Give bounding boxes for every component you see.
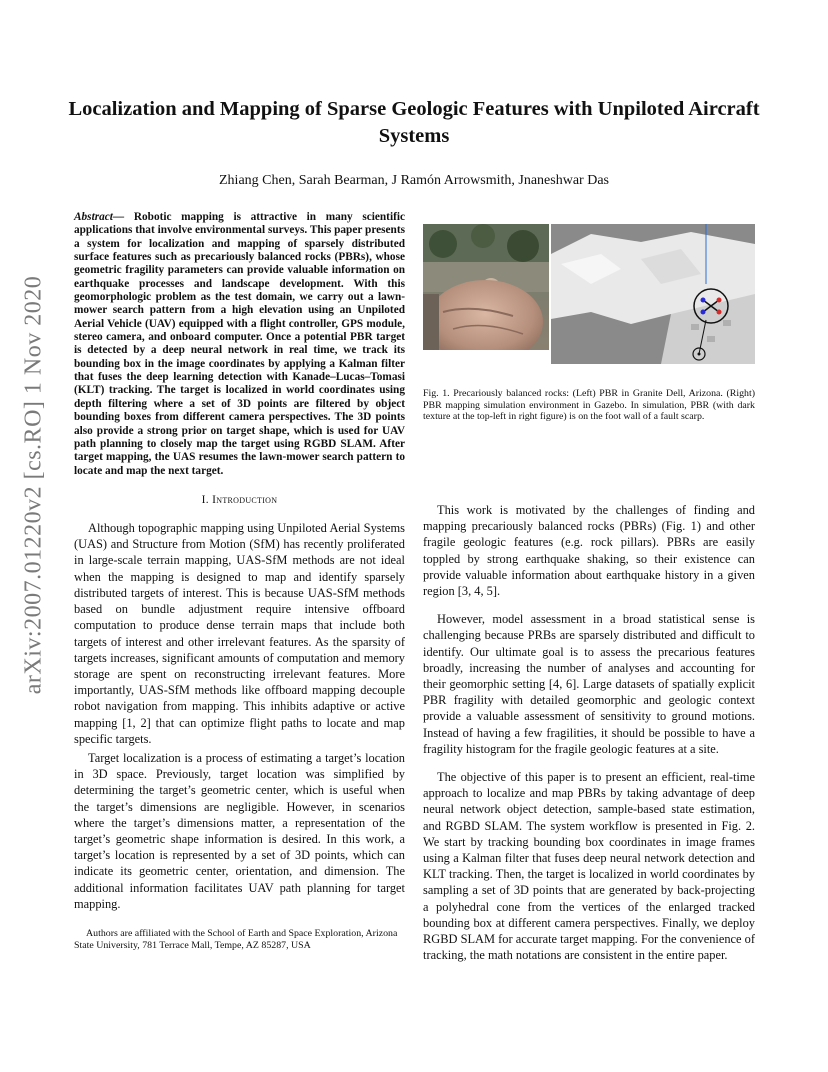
paper-title: Localization and Mapping of Sparse Geologic Features with Unpiloted Aircraft Systems [68,98,760,147]
body-paragraph: The objective of this paper is to present an efficient, real-time approach to localize and map PBRs by taking advantage of deep neural network object detection, sample-based state estimation, and RGBD SLAM. The system workflow is presented in Fig. 2. We start by tracking bounding box coordinates in image frames using a Kalman filter that fuses deep neural network detection and KLT tracking. Then, the target is localized in world coordinates by sampling a set of 3D points that are generated by back-projecting a polyhedral cone from the vertices of the enlarged tracked bounding box at different camera perspectives. Finally, we deploy RGBD SLAM for accurate target mapping. For the convenience of tracking, the math notations are consistent in the entire paper. [423,770,755,963]
figure-caption: Fig. 1. Precariously balanced rocks: (Left) PBR in Granite Dell, Arizona. (Right) PBR mapping simulation environment in Gazebo. In simulation, PBR (with dark texture at the top-left in right figure) is on the foot wall of a fault scarp. [423,388,755,422]
intro-paragraph: Target localization is a process of estimating a target’s location in 3D space. Previously, target location was simplified by determining the target’s geometric center, which is useful when the target’s dimensions are negligible. However, in scenarios where the target’s dimensions matter, a representation of the target’s geometric shape information is desired. In this work, a target’s location is represented by a set of 3D points, which can indicate its geometric center, orientation, and dimension. The additional information facilitates UAV path planning for target mapping. [74,750,405,911]
left-column [74,211,405,962]
pbr-photo [423,224,549,350]
affiliation-footnote: Authors are affiliated with the School of Earth and Space Exploration, Arizona State University, 781 Terrace Mall, Tempe, AZ 85287, USA [74,927,398,951]
figure-images [423,224,755,382]
abstract-text: Robotic mapping is attractive in many scientific applications that involve environmental surveys. This paper presents a system for localization and mapping of sparsely distributed surface features such as precariously balanced rocks (PBRs), whose geometric fragility parameters can provide valuable information on earthquake processes and landscape development. With this geomorphologic problem as the test domain, we carry out a lawn-mower search pattern from a high elevation using an Unpiloted Aerial Vehicle (UAV) equipped with a flight controller, GPS module, stereo camera, and onboard computer. Once a potential PBR target is detected by a deep neural network in real time, we track its bounding box in the image coordinates by applying a Kalman filter that fuses the deep learning detection with Kanade–Lucas–Tomasi (KLT) tracking. The target is localized in world coordinates using depth filtering where a set of 3D points are filtered by object bounding boxes from different camera perspectives. The 3D points also provide a strong prior on target shape, which is used for UAV path planning to closely map the target using RGBD SLAM. After target mapping, the UAS resumes the lawn-mower search pattern to locate and map the next target. [74,211,405,477]
intro-paragraph: Although topographic mapping using Unpiloted Aerial Systems (UAS) and Structure from Motion (SfM) has recently proliferated in large-scale terrain mapping, UAS-SfM methods are not ideal when the mapping is designed to map and identify sparsely distributed targets of interest. This is because UAS-SfM methods based on bundle adjustment require intensive offboard computation to produce dense terrain maps that include both targets of interest and other irrelevant features. As the sparsity of targets increases, significant amounts of computation and memory storage are spent on reconstructing irrelevant features. More importantly, UAS-SfM methods like offboard mapping decouple robot navigation from mapping. This inhibits adaptive or active mapping [1, 2] that can optimize flight paths to locate and map specific targets. [74,521,405,746]
gazebo-simulation [551,224,755,364]
author-list: Zhiang Chen, Sarah Bearman, J Ramón Arrowsmith, Jnaneshwar Das [219,173,609,188]
body-paragraph: However, model assessment in a broad statistical sense is challenging because PRBs are sparsely distributed and difficult to identify. Our ultimate goal is to assess the precarious features broadly, increasing the number of analyses and accounting for their geomorphic setting [4, 6]. Large datasets of spatially explicit PBR fragility with detailed geomorphic and geologic context provide a valuable assessment of sensitivity to ground motions. Instead of having a few fragilities, it should be possible to have a fragility histogram for the fragile geologic features at a site. [423,612,755,756]
figure-1 [423,224,755,423]
right-column-text [423,502,755,975]
section-heading-introduction: I. Introduction [201,493,278,506]
abstract [74,211,405,478]
body-paragraph: This work is motivated by the challenges of finding and mapping precariously balanced rocks (PBRs) (Fig. 1) and other fragile geologic features (e.g. rock pillars). PBRs are easily toppled by strong earthquake shaking, so their existence can provide valuable information about earthquake history in a given region [3, 4, 5]. [423,503,755,599]
arxiv-identifier: arXiv:2007.01220v2 [cs.RO] 1 Nov 2020 [20,275,47,695]
abstract-label: Abstract— [74,211,125,223]
